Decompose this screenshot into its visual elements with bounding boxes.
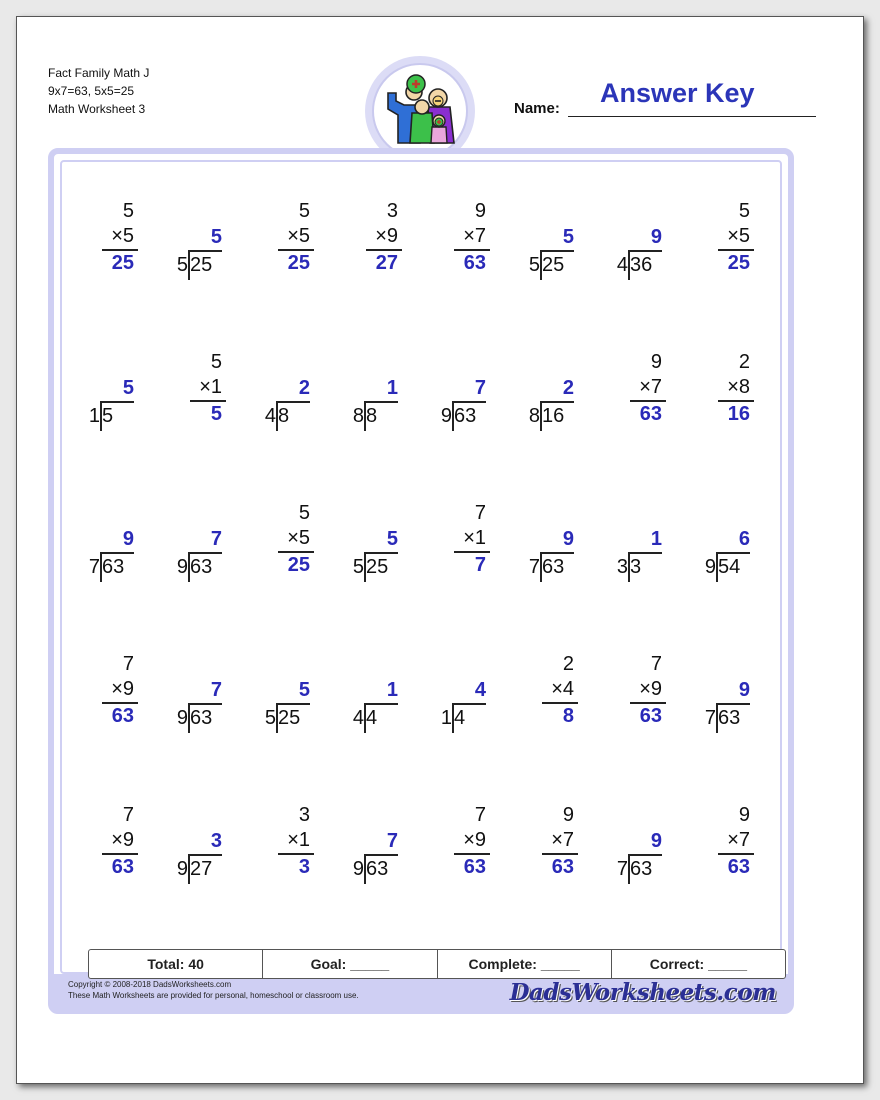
divisor: 9: [176, 858, 188, 880]
divisor: 5: [528, 254, 540, 276]
complete-cell[interactable]: Complete: _____: [438, 950, 612, 978]
answer-bar: [542, 853, 578, 855]
dividend: 5: [102, 405, 114, 427]
division-problem: [684, 653, 764, 753]
product-answer: 25: [111, 252, 134, 274]
dividend: 63: [366, 858, 389, 880]
divisor: 4: [264, 405, 276, 427]
divisor: 9: [176, 707, 188, 729]
multiplication-problem: [420, 200, 500, 300]
answer-bar: [102, 702, 138, 704]
multiplicand: 7: [122, 804, 134, 826]
division-problem: [68, 502, 148, 602]
multiplication-problem: [508, 804, 588, 904]
worksheet-facts: 9x7=63, 5x5=25: [48, 84, 135, 98]
multiplier: ×5: [111, 225, 134, 247]
dividend: 63: [102, 556, 125, 578]
quotient-answer: 7: [386, 830, 398, 852]
quotient-answer: 5: [210, 226, 222, 248]
multiplicand: 9: [738, 804, 750, 826]
multiplicand: 9: [562, 804, 574, 826]
divisor: 7: [528, 556, 540, 578]
quotient-answer: 9: [650, 830, 662, 852]
multiplier: ×7: [639, 376, 662, 398]
multiplication-problem: [508, 653, 588, 753]
answer-bar: [454, 249, 490, 251]
multiplicand: 5: [298, 502, 310, 524]
quotient-answer: 1: [386, 679, 398, 701]
dividend: 54: [718, 556, 741, 578]
worksheet-title: Fact Family Math J: [48, 66, 150, 80]
quotient-answer: 5: [122, 377, 134, 399]
dividend: 16: [542, 405, 565, 427]
quotient-answer: 9: [562, 528, 574, 550]
answer-bar: [454, 551, 490, 553]
multiplier: ×1: [287, 829, 310, 851]
product-answer: 63: [463, 252, 486, 274]
division-problem: [244, 653, 324, 753]
multiplier: ×9: [639, 678, 662, 700]
multiplier: ×8: [727, 376, 750, 398]
division-problem: [596, 200, 676, 300]
multiplication-problem: [420, 502, 500, 602]
answer-bar: [278, 853, 314, 855]
multiplication-problem: [420, 804, 500, 904]
answer-bar: [454, 853, 490, 855]
divisor: 9: [704, 556, 716, 578]
divisor: 8: [352, 405, 364, 427]
multiplication-problem: [244, 502, 324, 602]
division-problem: [156, 804, 236, 904]
quotient-answer: 7: [210, 679, 222, 701]
multiplication-problem: [244, 200, 324, 300]
brand-logo: DadsWorksheets.com: [509, 979, 776, 1006]
goal-cell[interactable]: Goal: _____: [263, 950, 437, 978]
answer-bar: [718, 249, 754, 251]
product-answer: 5: [210, 403, 222, 425]
product-answer: 63: [639, 705, 662, 727]
division-problem: [156, 200, 236, 300]
product-answer: 8: [562, 705, 574, 727]
multiplicand: 7: [474, 502, 486, 524]
division-problem: [156, 653, 236, 753]
product-answer: 25: [287, 252, 310, 274]
product-answer: 63: [727, 856, 750, 878]
divisor: 7: [704, 707, 716, 729]
multiplication-problem: [596, 653, 676, 753]
division-problem: [156, 502, 236, 602]
dividend: 25: [542, 254, 565, 276]
product-answer: 63: [111, 856, 134, 878]
divisor: 5: [264, 707, 276, 729]
quotient-answer: 7: [474, 377, 486, 399]
multiplier: ×5: [287, 225, 310, 247]
name-label: Name:: [514, 100, 560, 117]
quotient-answer: 9: [738, 679, 750, 701]
multiplication-problem: [332, 200, 412, 300]
quotient-answer: 2: [298, 377, 310, 399]
dividend: 25: [278, 707, 301, 729]
multiplication-problem: [596, 351, 676, 451]
worksheet-header: [48, 64, 149, 118]
product-answer: 25: [727, 252, 750, 274]
divisor: 8: [528, 405, 540, 427]
multiplier: ×1: [199, 376, 222, 398]
division-problem: [684, 502, 764, 602]
multiplication-problem: [244, 804, 324, 904]
product-answer: 63: [111, 705, 134, 727]
division-problem: [596, 502, 676, 602]
quotient-answer: 4: [474, 679, 486, 701]
quotient-answer: 9: [650, 226, 662, 248]
multiplier: ×9: [111, 829, 134, 851]
dividend: 63: [454, 405, 477, 427]
multiplier: ×5: [727, 225, 750, 247]
division-problem: [596, 804, 676, 904]
divisor: 1: [88, 405, 100, 427]
footer-band: [54, 974, 788, 1008]
multiplication-problem: [68, 653, 148, 753]
product-answer: 63: [639, 403, 662, 425]
product-answer: 63: [551, 856, 574, 878]
correct-cell[interactable]: Correct: _____: [649, 956, 748, 972]
division-problem: [420, 351, 500, 451]
dividend: 27: [190, 858, 213, 880]
dividend: 4: [454, 707, 466, 729]
division-problem: [332, 804, 412, 904]
copyright-text: Copyright © 2008-2018 DadsWorksheets.com: [68, 980, 232, 989]
multiplier: ×4: [551, 678, 574, 700]
divisor: 7: [616, 858, 628, 880]
name-underline: [568, 116, 816, 117]
answer-bar: [718, 400, 754, 402]
multiplicand: 7: [650, 653, 662, 675]
dividend: 8: [366, 405, 378, 427]
quotient-answer: 1: [650, 528, 662, 550]
answer-bar: [190, 400, 226, 402]
quotient-answer: 5: [298, 679, 310, 701]
divisor: 1: [440, 707, 452, 729]
division-problem: [508, 200, 588, 300]
division-problem: [420, 653, 500, 753]
answer-bar: [630, 400, 666, 402]
quotient-answer: 6: [738, 528, 750, 550]
product-answer: 27: [375, 252, 398, 274]
divisor: 9: [352, 858, 364, 880]
dividend: 8: [278, 405, 290, 427]
multiplicand: 7: [474, 804, 486, 826]
answer-bar: [102, 249, 138, 251]
dividend: 25: [190, 254, 213, 276]
multiplication-problem: [684, 351, 764, 451]
product-answer: 7: [474, 554, 486, 576]
usage-notice: These Math Worksheets are provided for personal, homeschool or classroom use.: [68, 991, 359, 1000]
product-answer: 63: [463, 856, 486, 878]
divisor: 5: [352, 556, 364, 578]
multiplication-problem: [156, 351, 236, 451]
divisor: 9: [440, 405, 452, 427]
family-icon: [374, 65, 466, 157]
score-bar: [88, 949, 786, 979]
dividend: 4: [366, 707, 378, 729]
multiplicand: 2: [562, 653, 574, 675]
dividend: 25: [366, 556, 389, 578]
quotient-answer: 1: [386, 377, 398, 399]
answer-key-label: Answer Key: [600, 78, 755, 108]
division-problem: [508, 502, 588, 602]
division-problem: [332, 653, 412, 753]
multiplication-problem: [68, 200, 148, 300]
division-problem: [68, 351, 148, 451]
quotient-answer: 5: [562, 226, 574, 248]
multiplier: ×5: [287, 527, 310, 549]
division-problem: [332, 351, 412, 451]
dividend: 63: [190, 707, 213, 729]
division-problem: [332, 502, 412, 602]
divisor: 3: [616, 556, 628, 578]
division-problem: [508, 351, 588, 451]
multiplicand: 7: [122, 653, 134, 675]
multiplier: ×1: [463, 527, 486, 549]
answer-bar: [542, 702, 578, 704]
name-field[interactable]: [514, 78, 816, 117]
answer-bar: [278, 551, 314, 553]
multiplicand: 9: [474, 200, 486, 222]
division-problem: [244, 351, 324, 451]
divisor: 4: [352, 707, 364, 729]
multiplier: ×7: [551, 829, 574, 851]
multiplicand: 2: [738, 351, 750, 373]
multiplicand: 3: [386, 200, 398, 222]
multiplicand: 5: [298, 200, 310, 222]
dividend: 63: [542, 556, 565, 578]
answer-bar: [102, 853, 138, 855]
multiplicand: 5: [738, 200, 750, 222]
dividend: 3: [630, 556, 642, 578]
quotient-answer: 7: [210, 528, 222, 550]
quotient-answer: 3: [210, 830, 222, 852]
multiplier: ×7: [727, 829, 750, 851]
copyright-block: [68, 979, 359, 1001]
multiplier: ×9: [463, 829, 486, 851]
multiplicand: 5: [122, 200, 134, 222]
answer-bar: [630, 702, 666, 704]
multiplication-problem: [684, 200, 764, 300]
divisor: 4: [616, 254, 628, 276]
multiplication-problem: [68, 804, 148, 904]
dividend: 63: [190, 556, 213, 578]
divisor: 7: [88, 556, 100, 578]
product-answer: 3: [298, 856, 310, 878]
quotient-answer: 2: [562, 377, 574, 399]
quotient-answer: 9: [122, 528, 134, 550]
multiplication-problem: [684, 804, 764, 904]
total-cell: Total: 40: [89, 950, 263, 978]
multiplicand: 3: [298, 804, 310, 826]
multiplier: ×9: [111, 678, 134, 700]
divisor: 5: [176, 254, 188, 276]
dividend: 63: [630, 858, 653, 880]
answer-bar: [718, 853, 754, 855]
dividend: 36: [630, 254, 653, 276]
divisor: 9: [176, 556, 188, 578]
product-answer: 16: [727, 403, 750, 425]
answer-bar: [366, 249, 402, 251]
product-answer: 25: [287, 554, 310, 576]
multiplicand: 5: [210, 351, 222, 373]
multiplicand: 9: [650, 351, 662, 373]
answer-bar: [278, 249, 314, 251]
multiplier: ×7: [463, 225, 486, 247]
dividend: 63: [718, 707, 741, 729]
worksheet-subtitle: Math Worksheet 3: [48, 102, 146, 116]
multiplier: ×9: [375, 225, 398, 247]
quotient-answer: 5: [386, 528, 398, 550]
